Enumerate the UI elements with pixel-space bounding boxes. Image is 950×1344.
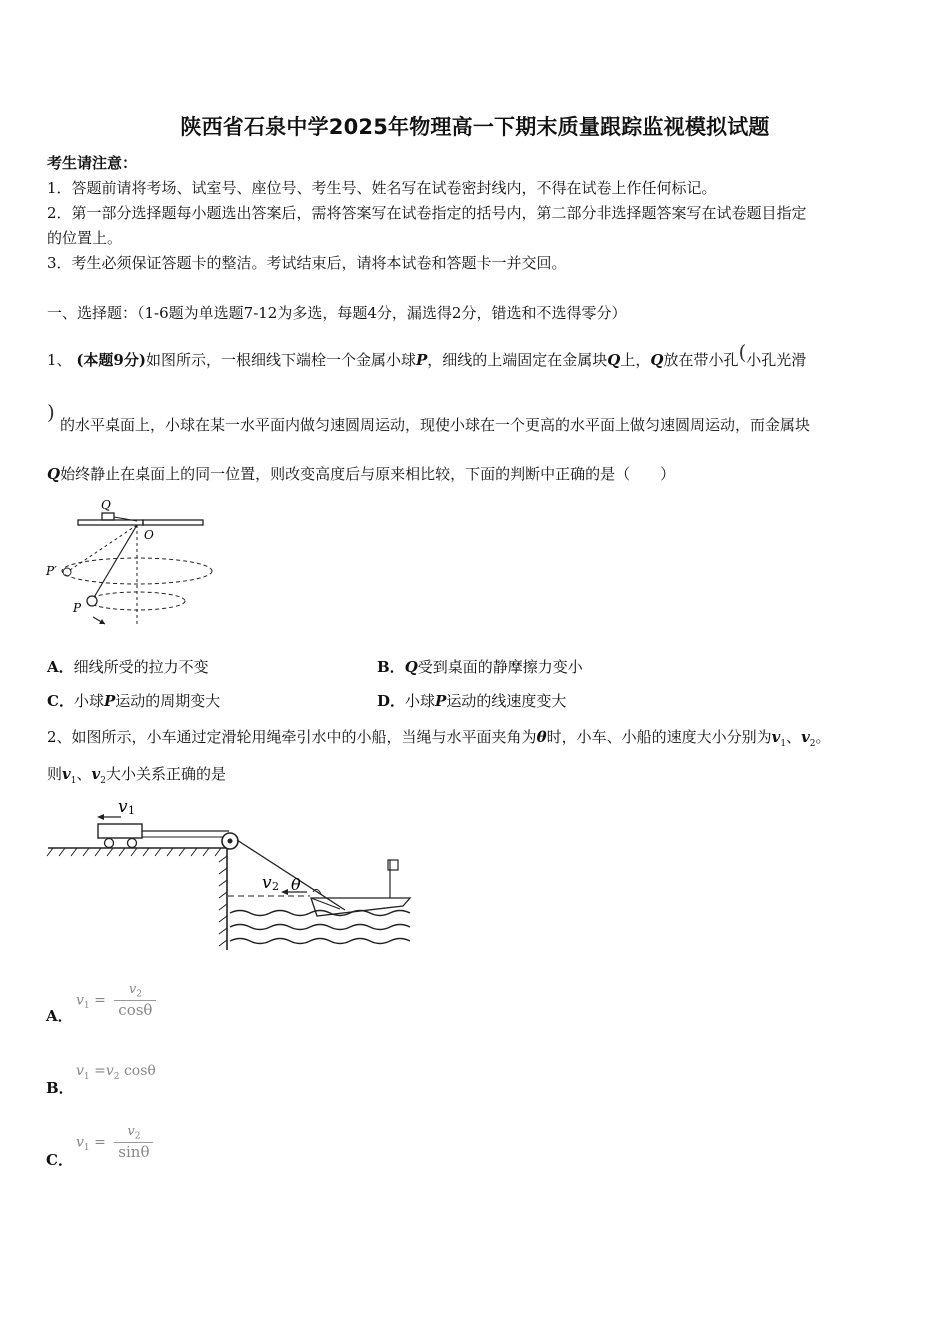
question-2-line-2: 则$v_1$、$v_2$大小关系正确的是 (47, 765, 226, 786)
pendulum-figure (45, 495, 220, 635)
q2-option-b-formula: $v_1 =v_2$ cosθ (76, 1063, 156, 1082)
notice-item-2-cont: 的位置上。 (47, 229, 123, 247)
q2-option-a-label[interactable]: A． (46, 1007, 73, 1025)
question-1-line-3: Q始终静止在桌面上的同一位置，则改变高度后与原来相比较，下面的判断中正确的是（ ） (47, 465, 676, 483)
paren-close: ) (47, 400, 55, 424)
q1-option-c[interactable]: C．小球P运动的周期变大 (47, 692, 221, 710)
q1-option-d[interactable]: D．小球P运动的线速度变大 (377, 692, 567, 710)
q2-option-c-label[interactable]: C． (46, 1151, 73, 1169)
notice-item-2: 2．第一部分选择题每小题选出答案后，需将答案写在试卷指定的括号内，第二部分非选择题答案写在试卷题目指定 (47, 204, 807, 222)
figure-label-p: P (73, 601, 82, 615)
q2-option-c-formula: $v_1$ = $\frac{v_2}{\sin\theta}$ (76, 1124, 153, 1161)
question-number: 1、 (47, 351, 72, 369)
page-title: 陕西省石泉中学2025年物理高一下期末质量跟踪监视模拟试题 (180, 115, 770, 139)
cart-boat-figure (45, 790, 425, 955)
section-heading: 一、选择题：（1-6题为单选题7-12为多选，每题4分，漏选得2分，错选和不选得零分） (47, 304, 627, 322)
notice-heading: 考生请注意： (47, 154, 138, 172)
figure-label-p-prime: P′ (46, 564, 57, 578)
label-v1: v (118, 797, 128, 817)
question-1-line-2: 的水平桌面上，小球在某一水平面内做匀速圆周运动，现使小球在一个更高的水平面上做匀速圆周运动，而金属块 (60, 416, 811, 434)
label-v2: v (262, 873, 272, 893)
label-theta: θ (291, 875, 301, 894)
question-1-line-1: 1、 (本题9分)如图所示，一根细线下端栓一个金属小球P，细线的上端固定在金属块Q上，Q放在带小孔(小孔光滑 (47, 340, 807, 369)
question-score: (本题9分) (76, 351, 146, 369)
q2-option-b-label[interactable]: B． (46, 1079, 74, 1097)
label-v2-sub: 2 (272, 880, 279, 893)
q2-option-a-formula: $v_1$ = $\frac{v_2}{\cos\theta}$ (76, 982, 156, 1019)
question-2-line-1: 2、如图所示，小车通过定滑轮用绳牵引水中的小船，当绳与水平面夹角为θ时，小车、小船的速度大小分别为$v_1$、$v_2$。 (47, 728, 831, 749)
notice-item-3: 3．考生必须保证答题卡的整洁。考试结束后，请将本试卷和答题卡一并交回。 (47, 254, 567, 272)
label-v1-sub: 1 (128, 804, 135, 817)
q1-option-b[interactable]: B．Q受到桌面的静摩擦力变小 (377, 658, 583, 676)
figure-label-o: O (144, 528, 154, 542)
notice-item-1: 1．答题前请将考场、试室号、座位号、考生号、姓名写在试卷密封线内，不得在试卷上作任何标记。 (47, 179, 717, 197)
q1-option-a[interactable]: A．细线所受的拉力不变 (47, 658, 209, 676)
figure-label-q: Q (101, 498, 111, 512)
